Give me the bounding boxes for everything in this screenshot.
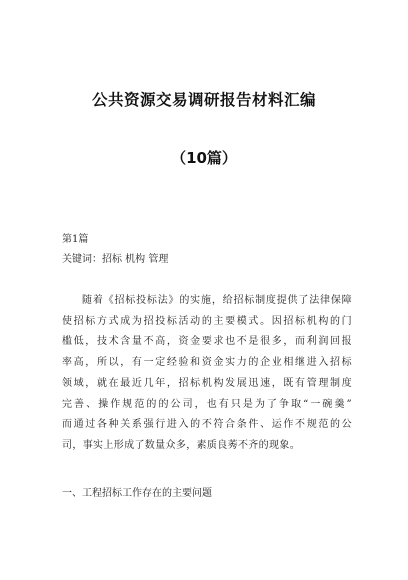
chapter-label: 第1篇: [62, 234, 89, 245]
paragraph-line: 司，事实上形成了数量众多，素质良莠不齐的现象。: [62, 439, 301, 451]
paragraph-line: 率高，所以，有一定经验和资金实力的企业相继进入招标: [62, 357, 352, 369]
document-subtitle: （10篇）: [171, 149, 237, 167]
paragraph-line: 完善、操作规范的的公司，也有只是为了争取“一碗羹”: [62, 398, 352, 410]
keywords-line: 关键词：招标 机构 管理: [62, 254, 169, 265]
paragraph-line: 而通过各种关系强行进入的不符合条件、运作不规范的公: [62, 419, 352, 431]
paragraph-line: 使招标方式成为招投标活动的主要模式。因招标机构的门: [62, 315, 352, 327]
paragraph-line: 随着《招标投标法》的实施，给招标制度提供了法律保障: [82, 295, 352, 306]
document-title: 公共资源交易调研报告材料汇编: [91, 91, 316, 109]
paragraph-line: 槛低，技术含量不高，资金要求也不是很多，而利润回报: [62, 336, 352, 348]
section-heading: 一、工程招标工作存在的主要问题: [62, 488, 212, 499]
paragraph-line: 领域，就在最近几年，招标机构发展迅速，既有管理制度: [62, 377, 352, 389]
body-paragraph: [62, 291, 352, 457]
